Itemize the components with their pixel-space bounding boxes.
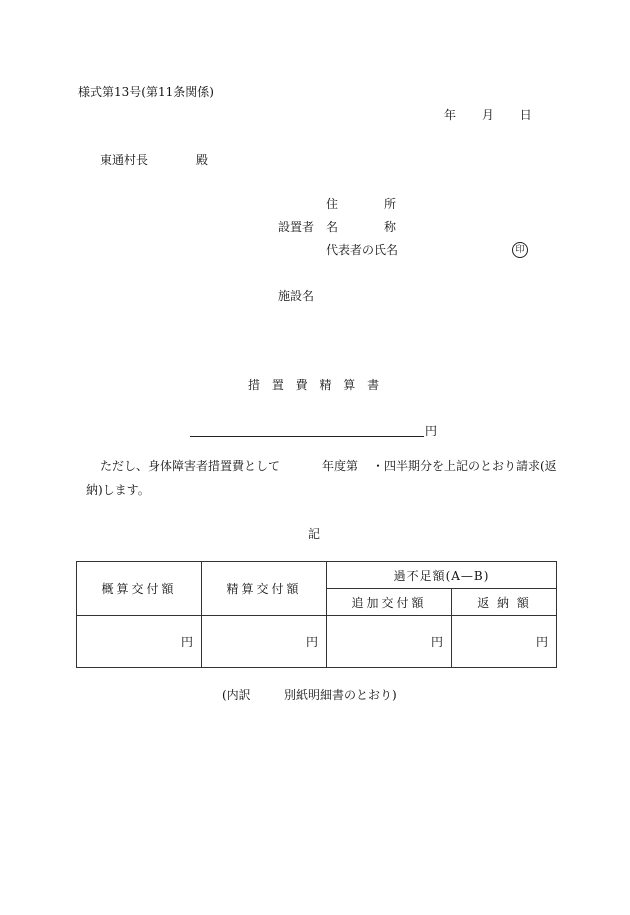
date-month: 月	[481, 108, 494, 122]
body-text-1a: ただし、身体障害者措置費として	[100, 459, 281, 473]
ki-label: 記	[308, 527, 321, 541]
header-settled-grant: 精算交付額	[202, 562, 327, 616]
form-number: 様式第13号(第11条関係)	[78, 85, 214, 99]
header-additional-grant: 追加交付額	[327, 589, 452, 616]
name-label-2: 称	[384, 220, 397, 234]
note-text: 別紙明細書のとおり)	[284, 688, 397, 702]
address-label-1: 住	[326, 197, 339, 211]
facility-label: 施設名	[278, 289, 315, 303]
amount-unit: 円	[425, 424, 438, 438]
applicant-label: 設置者	[278, 220, 315, 234]
cell-refund: 円	[452, 616, 557, 668]
addressee-honorific: 殿	[196, 153, 209, 167]
document-title: 措 置 費 精 算 書	[248, 378, 384, 392]
addressee-name: 東通村長	[100, 153, 149, 167]
name-label-1: 名	[326, 220, 339, 234]
address-label-2: 所	[384, 197, 397, 211]
body-text-1c: ・四半期分を上記のとおり請求(返	[372, 459, 557, 473]
note-open: (内訳	[222, 688, 251, 702]
representative-label: 代表者の氏名	[326, 243, 399, 257]
body-text-2: 納)します。	[86, 483, 150, 497]
amount-line	[190, 436, 424, 437]
date-year: 年	[444, 108, 457, 122]
body-text-1b: 年度第	[322, 459, 359, 473]
header-difference: 過不足額(A—B)	[327, 562, 557, 589]
header-refund: 返 納 額	[452, 589, 557, 616]
settlement-table	[76, 561, 557, 668]
cell-estimated-grant: 円	[77, 616, 202, 668]
cell-settled-grant: 円	[202, 616, 327, 668]
date-day: 日	[519, 108, 532, 122]
header-estimated-grant: 概算交付額	[77, 562, 202, 616]
date-line	[444, 109, 532, 121]
cell-additional-grant: 円	[327, 616, 452, 668]
seal-mark: 印	[512, 242, 528, 258]
